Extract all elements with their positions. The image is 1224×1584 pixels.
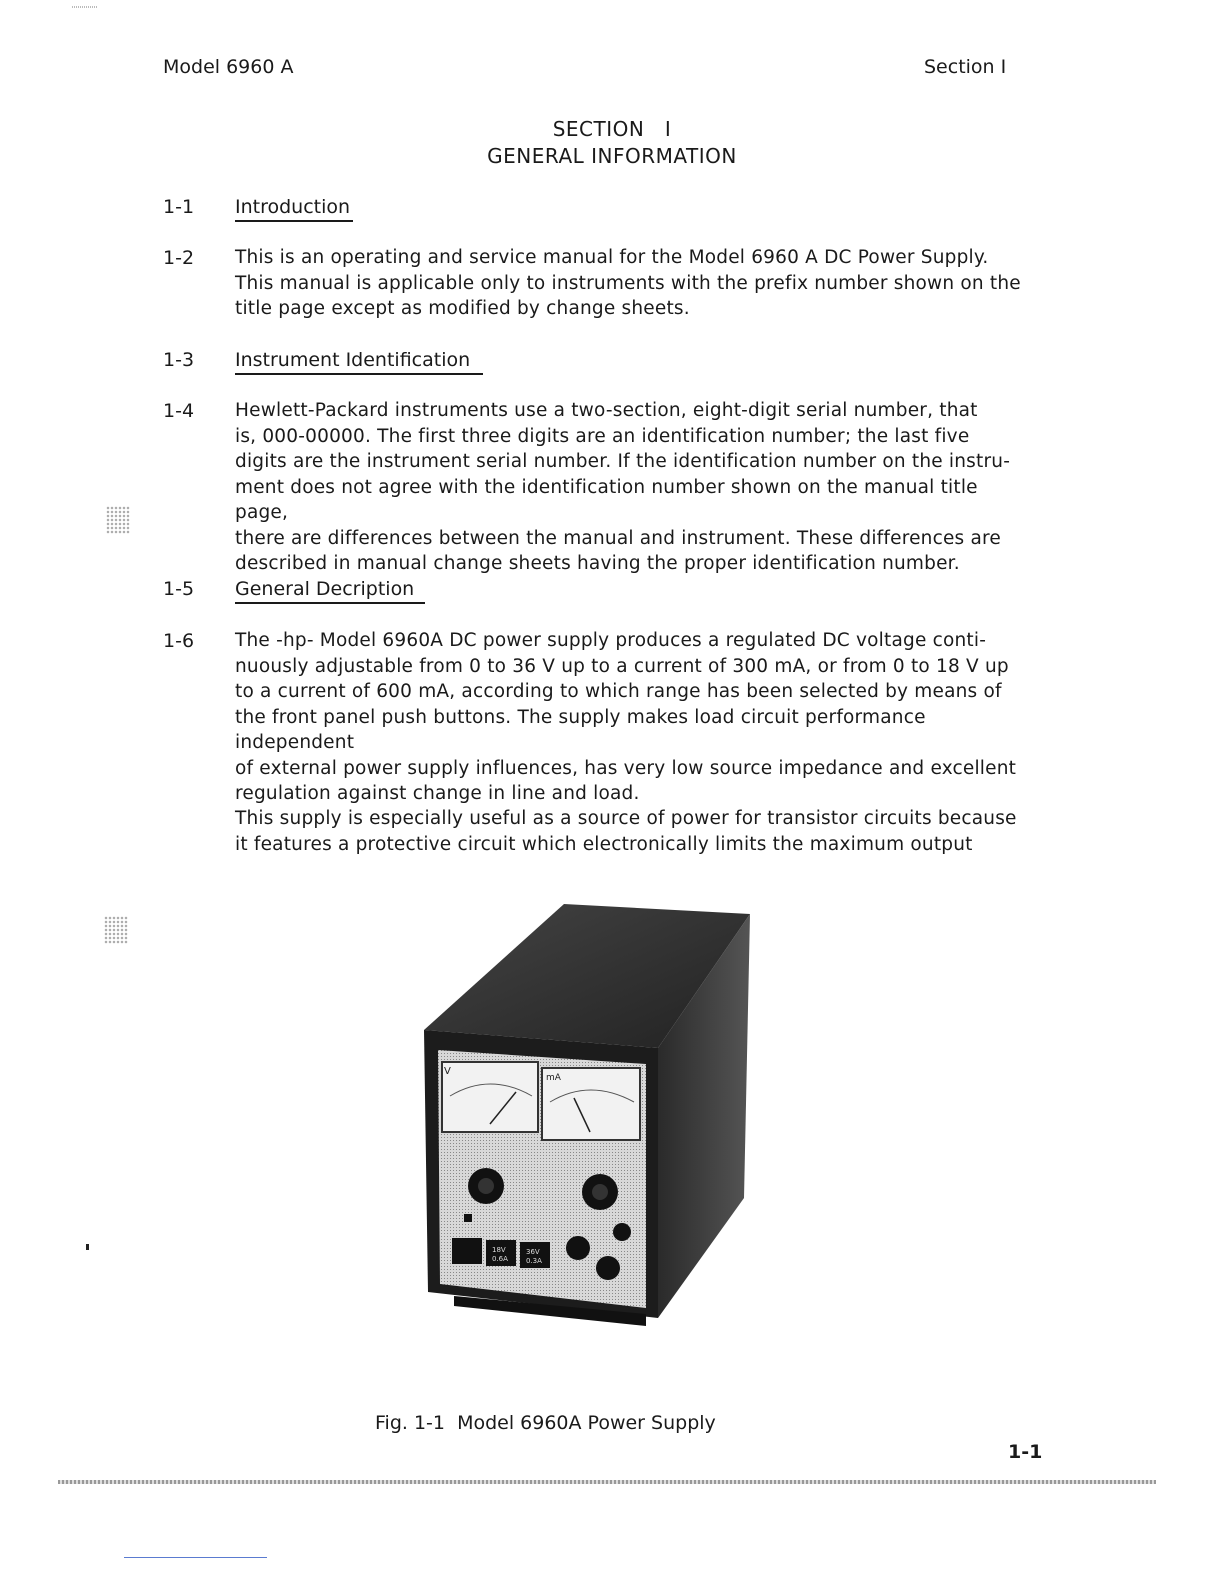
voltmeter [442,1062,538,1132]
figure-caption: Fig. 1-1 Model 6960A Power Supply [375,1412,716,1434]
para-number: 1-2 [163,247,195,269]
heading-instrument-identification: Instrument Identification [235,349,483,375]
paragraph-1-4: Hewlett-Packard instruments use a two-section, eight-digit serial number, that is, 000-00000. The first three digits are an identification number; the last five digits are the instrument serial number. If the identification number on the instru- ment does not agree with the identification number shown on the manual title page, there are differences between the manual and instrument. These differences are described in manual change sheets having the proper identification number. [235,400,1011,574]
power-button [452,1238,482,1264]
header-section: Section I [924,56,1007,78]
voltmeter-label: V [444,1066,451,1077]
bottom-scan-rule [58,1480,1156,1484]
para-number: 1-5 [163,578,195,600]
header-model: Model 6960 A [163,56,294,78]
scan-mark [72,6,98,8]
para-number: 1-3 [163,349,195,371]
paragraph-1-6: The -hp- Model 6960A DC power supply produces a regulated DC voltage conti- nuously adjustable from 0 to 36 V up to a current of 300 mA, or from 0 to 18 V up to a current of 600 mA, according to which range has been selected by means of the front panel push buttons. The supply makes load circuit performance independent of external power supply influences, has very low source impedance and excellent regulation against change in line and load. [235,630,1017,804]
power-supply-photo [414,900,760,1332]
heading-general-description: General Decription [235,578,425,604]
para-number: 1-1 [163,196,195,218]
page-number: 1-1 [1008,1441,1043,1463]
footer-line [124,1557,267,1558]
paragraph-continuation: This supply is especially useful as a source of power for transistor circuits because it features a protective circuit which electronically limits the maximum output [235,808,1017,855]
ammeter-label: mA [546,1073,561,1083]
heading-introduction: Introduction [235,196,353,222]
scan-speck [86,1244,89,1250]
paragraph-1-2: This is an operating and service manual for the Model 6960 A DC Power Supply. This manual is applicable only to instruments with the prefix number shown on the title page except as modified by change sheets. [235,247,1021,319]
binding-post [566,1236,590,1260]
para-number: 1-4 [163,400,195,422]
svg-text:36V: 36V [526,1248,540,1256]
scan-artifact [106,506,130,534]
indicator-lamp [464,1214,472,1222]
para-number: 1-6 [163,630,195,652]
svg-text:0.3A: 0.3A [526,1257,542,1265]
binding-post [613,1223,631,1241]
svg-text:0.6A: 0.6A [492,1255,508,1263]
section-title: GENERAL INFORMATION [487,144,737,168]
section-number: SECTION I [552,117,672,141]
binding-post [596,1256,620,1280]
scan-artifact [104,916,128,944]
svg-text:18V: 18V [492,1246,506,1254]
